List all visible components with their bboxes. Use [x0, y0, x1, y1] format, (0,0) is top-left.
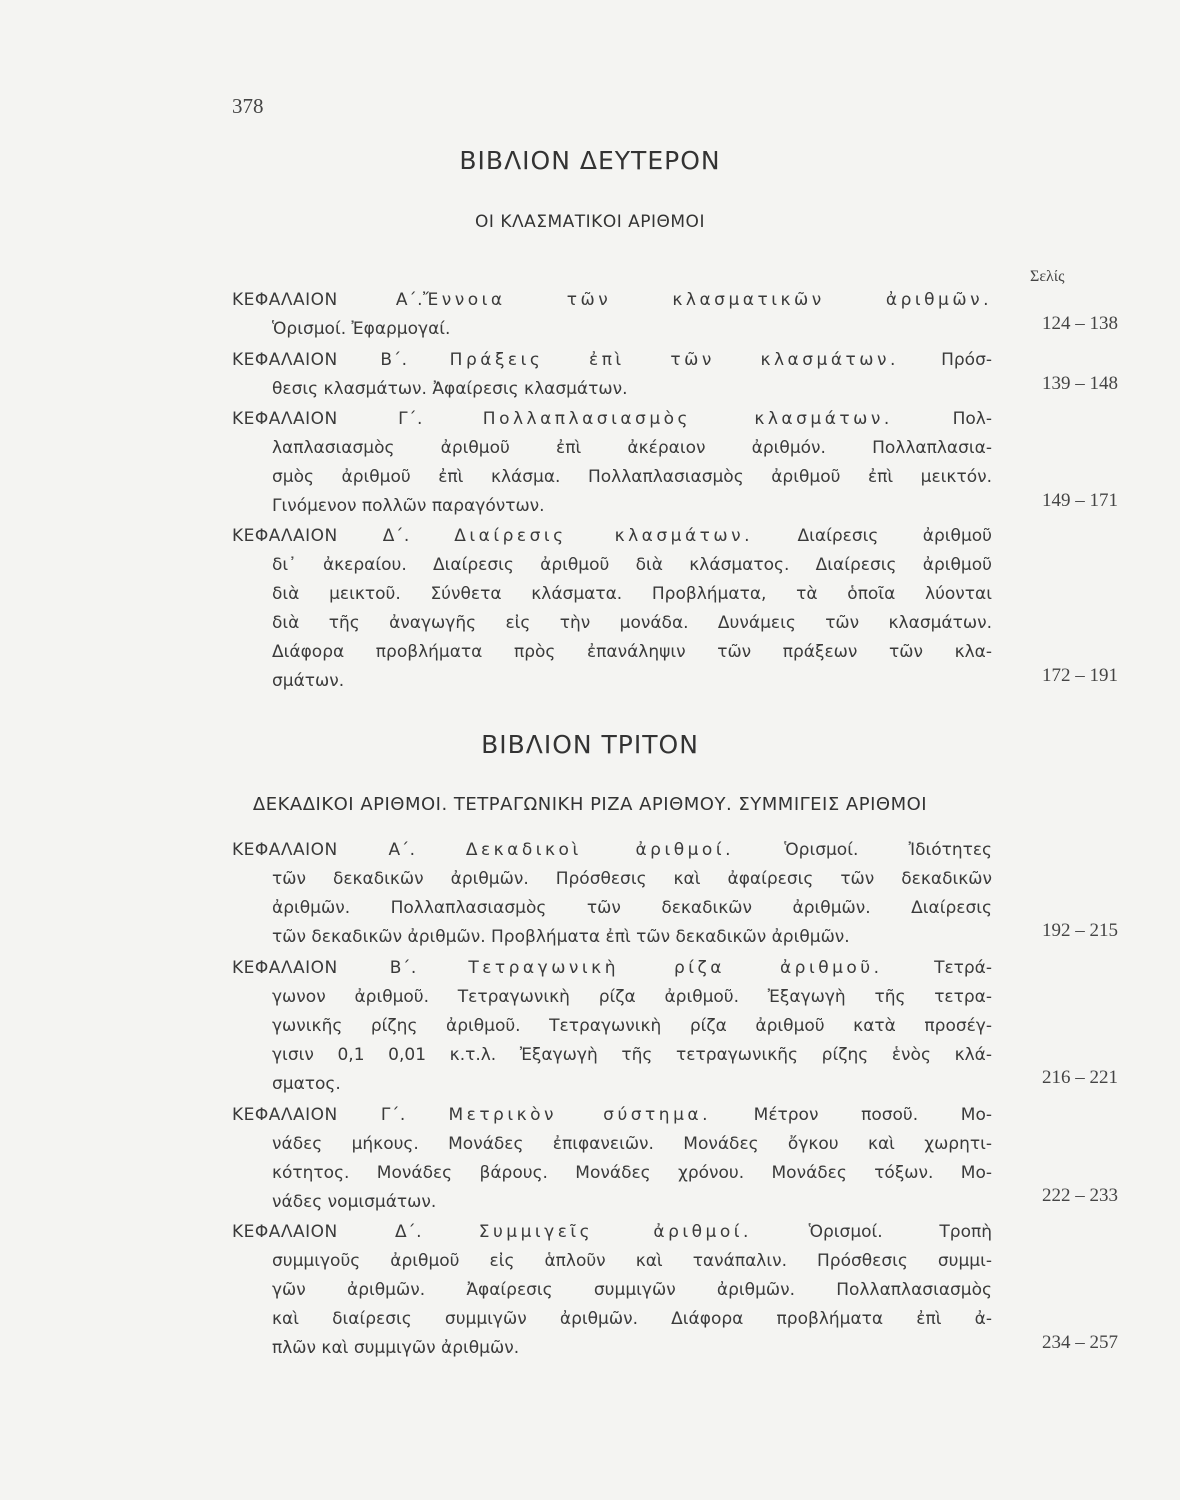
- chapter-text: Διαίρεσις ἀριθμοῦ: [797, 526, 992, 546]
- toc-entry-line: γωνικῆς ρίζης ἀριθμοῦ. Τετραγωνικὴ ρίζα ἀριθμοῦ κατὰ προσέγ-: [272, 1016, 992, 1036]
- toc-entry-book3-ch1: [232, 836, 992, 952]
- chapter-label: ΚΕΦΑΛΑΙΟΝ Δ΄.: [232, 526, 410, 546]
- page-range: 192 – 215: [1042, 920, 1118, 941]
- page-range: 172 – 191: [1042, 665, 1118, 686]
- toc-entry-book2-ch1: [232, 286, 992, 344]
- toc-entry-line: σμάτων.: [272, 671, 345, 691]
- toc-entry-line: Διάφορα προβλήματα πρὸς ἐπανάληψιν τῶν πράξεων τῶν κλα-: [272, 642, 992, 662]
- toc-entry-book3-ch4: [232, 1218, 992, 1363]
- chapter-title: Πράξεις ἐπὶ τῶν κλασμάτων.: [449, 350, 899, 370]
- toc-entry-line: σμὸς ἀριθμοῦ ἐπὶ κλάσμα. Πολλαπλασιασμὸς ἀριθμοῦ ἐπὶ μεικτόν.: [272, 467, 992, 487]
- toc-entry-book3-ch2: [232, 954, 992, 1099]
- page-range: 216 – 221: [1042, 1067, 1118, 1088]
- page-range: 139 – 148: [1042, 373, 1118, 394]
- toc-entry-line: συμμιγοῦς ἀριθμοῦ εἰς ἁπλοῦν καὶ τανάπαλιν. Πρόσθεσις συμμι-: [272, 1251, 992, 1271]
- toc-entry-first-line: [232, 286, 992, 315]
- toc-entry-first-line: [232, 954, 992, 983]
- toc-entry-line: σματος.: [272, 1074, 341, 1094]
- toc-entry-line: λαπλασιασμὸς ἀριθμοῦ ἐπὶ ἀκέραιον ἀριθμόν. Πολλαπλασια-: [272, 438, 992, 458]
- chapter-title: Μετρικὸν σύστημα.: [448, 1105, 711, 1125]
- chapter-title: Συμμιγεῖς ἀριθμοί.: [478, 1222, 752, 1242]
- toc-entry-line: κότητος. Μονάδες βάρους. Μονάδες χρόνου. Μονάδες τόξων. Μο-: [272, 1163, 992, 1183]
- toc-entry-line: διὰ μεικτοῦ. Σύνθετα κλάσματα. Προβλήματα, τὰ ὁποῖα λύονται: [272, 584, 992, 604]
- toc-entry-book2-ch3: [232, 405, 992, 521]
- page-range: 124 – 138: [1042, 313, 1118, 334]
- chapter-label: ΚΕΦΑΛΑΙΟΝ Β΄.: [232, 958, 417, 978]
- toc-entry-line: Γινόμενον πολλῶν παραγόντων.: [272, 496, 545, 516]
- toc-entry-book2-ch2: [232, 346, 992, 404]
- page-number: 378: [232, 94, 264, 118]
- toc-entry-line: ἀριθμῶν. Πολλαπλασιασμὸς τῶν δεκαδικῶν ἀριθμῶν. Διαίρεσις: [272, 898, 992, 918]
- toc-entry-line: τῶν δεκαδικῶν ἀριθμῶν. Προβλήματα ἐπὶ τῶν δεκαδικῶν ἀριθμῶν.: [272, 927, 850, 947]
- chapter-title: Τετραγωνικὴ ρίζα ἀριθμοῦ.: [468, 958, 883, 978]
- chapter-label: ΚΕΦΑΛΑΙΟΝ Β΄.: [232, 350, 408, 370]
- book3-title: ΒΙΒΛΙΟΝ ΤΡΙΤΟΝ: [481, 730, 699, 759]
- toc-entry-line: νάδες μήκους. Μονάδες ἐπιφανειῶν. Μονάδες ὄγκου καὶ χωρητι-: [272, 1134, 992, 1154]
- chapter-text: Πολ-: [952, 409, 992, 429]
- toc-entry-line: δι᾽ ἀκεραίου. Διαίρεσις ἀριθμοῦ διὰ κλάσματος. Διαίρεσις ἀριθμοῦ: [272, 555, 992, 575]
- page-range: 149 – 171: [1042, 490, 1118, 511]
- toc-entry-book3-ch3: [232, 1101, 992, 1217]
- chapter-label: ΚΕΦΑΛΑΙΟΝ Α΄.: [232, 290, 423, 310]
- toc-entry-line: νάδες νομισμάτων.: [272, 1192, 437, 1212]
- chapter-text: Ὁρισμοί. Τροπὴ: [808, 1222, 992, 1242]
- chapter-text: Πρόσ-: [941, 350, 992, 370]
- column-label-pages: Σελίς: [1030, 268, 1065, 285]
- toc-entry-first-line: [232, 405, 992, 434]
- toc-entry-first-line: [232, 1218, 992, 1247]
- toc-entry-line: καὶ διαίρεσις συμμιγῶν ἀριθμῶν. Διάφορα προβλήματα ἐπὶ ἀ-: [272, 1309, 992, 1329]
- book3-subtitle: ΔΕΚΑΔΙΚΟΙ ΑΡΙΘΜΟΙ. ΤΕΤΡΑΓΩΝΙΚΗ ΡΙΖΑ ΑΡΙΘΜΟΥ. ΣΥΜΜΙΓΕΙΣ ΑΡΙΘΜΟΙ: [252, 794, 928, 815]
- toc-entry-line: Ὁρισμοί. Ἐφαρμογαί.: [272, 319, 451, 339]
- page-range: 234 – 257: [1042, 1332, 1118, 1353]
- toc-entry-line: θεσις κλασμάτων. Ἀφαίρεσις κλασμάτων.: [272, 379, 628, 399]
- chapter-label: ΚΕΦΑΛΑΙΟΝ Γ΄.: [232, 1105, 406, 1125]
- toc-entry-line: τῶν δεκαδικῶν ἀριθμῶν. Πρόσθεσις καὶ ἀφαίρεσις τῶν δεκαδικῶν: [272, 869, 992, 889]
- toc-entry-first-line: [232, 346, 992, 375]
- page-range: 222 – 233: [1042, 1185, 1118, 1206]
- chapter-title: Ἔννοια τῶν κλασματικῶν ἀριθμῶν.: [422, 290, 992, 310]
- book2-title: ΒΙΒΛΙΟΝ ΔΕΥΤΕΡΟΝ: [459, 146, 721, 175]
- chapter-label: ΚΕΦΑΛΑΙΟΝ Δ΄.: [232, 1222, 423, 1242]
- toc-entry-line: γωνον ἀριθμοῦ. Τετραγωνικὴ ρίζα ἀριθμοῦ. Ἐξαγωγὴ τῆς τετρα-: [272, 987, 992, 1007]
- chapter-label: ΚΕΦΑΛΑΙΟΝ Α΄.: [232, 840, 416, 860]
- book2-subtitle: ΟΙ ΚΛΑΣΜΑΤΙΚΟΙ ΑΡΙΘΜΟΙ: [475, 212, 705, 232]
- toc-entry-first-line: [232, 1101, 992, 1130]
- toc-entry-book2-ch4: [232, 522, 992, 696]
- chapter-text: Ὁρισμοί. Ἰδιότητες: [784, 840, 992, 860]
- chapter-label: ΚΕΦΑΛΑΙΟΝ Γ΄.: [232, 409, 423, 429]
- toc-entry-first-line: [232, 522, 992, 551]
- toc-entry-first-line: [232, 836, 992, 865]
- chapter-title: Πολλαπλασιασμὸς κλασμάτων.: [482, 409, 893, 429]
- toc-entry-line: πλῶν καὶ συμμιγῶν ἀριθμῶν.: [272, 1338, 520, 1358]
- chapter-text: Μέτρον ποσοῦ. Μο-: [753, 1105, 992, 1125]
- toc-entry-line: γισιν 0,1 0,01 κ.τ.λ. Ἐξαγωγὴ τῆς τετραγωνικῆς ρίζης ἑνὸς κλά-: [272, 1045, 992, 1065]
- toc-entry-line: διὰ τῆς ἀναγωγῆς εἰς τὴν μονάδα. Δυνάμεις τῶν κλασμάτων.: [272, 613, 992, 633]
- chapter-title: Δεκαδικοὶ ἀριθμοί.: [465, 840, 734, 860]
- toc-entry-line: γῶν ἀριθμῶν. Ἀφαίρεσις συμμιγῶν ἀριθμῶν. Πολλαπλασιασμὸς: [272, 1280, 992, 1300]
- chapter-text: Τετρά-: [934, 958, 992, 978]
- chapter-title: Διαίρεσις κλασμάτων.: [454, 526, 754, 546]
